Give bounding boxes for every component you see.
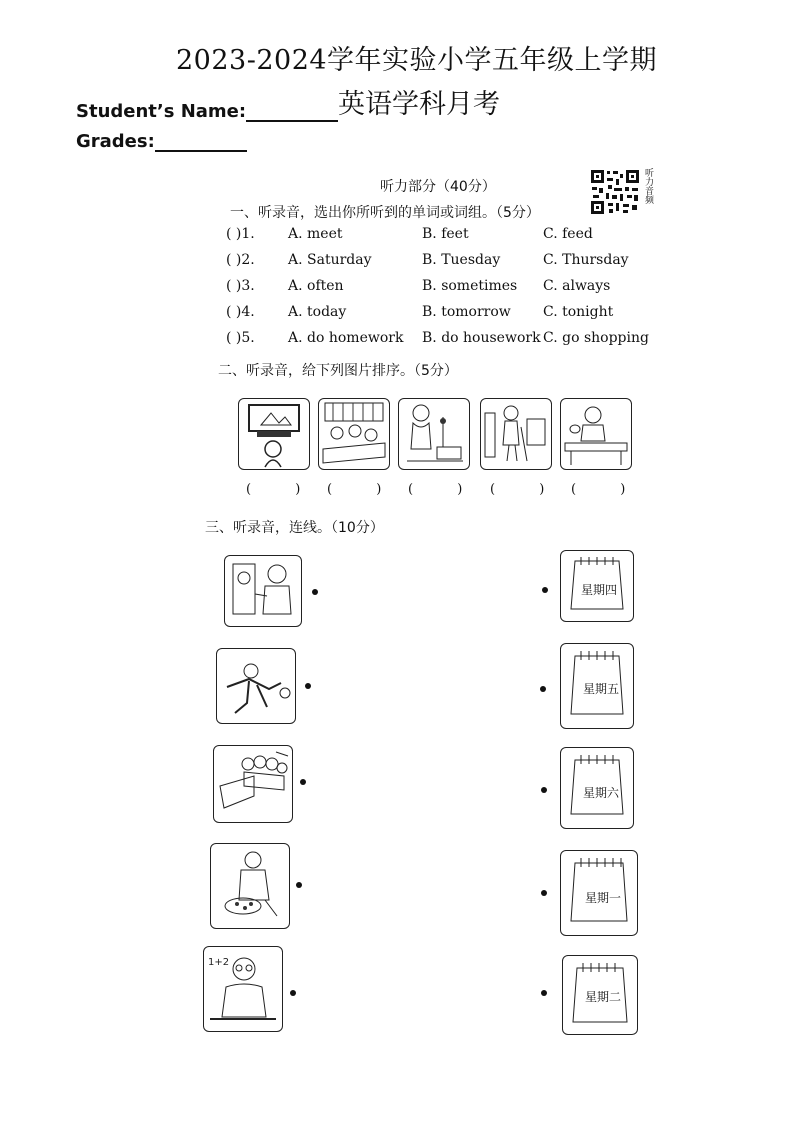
question-2-option-a: A. Saturday: [288, 252, 372, 268]
match-dot-left-4[interactable]: [296, 882, 302, 888]
order-blank-4[interactable]: ( ): [490, 482, 565, 497]
student-name-row: [76, 101, 338, 122]
question-4: [226, 304, 666, 330]
order-blank-1[interactable]: ( ): [246, 482, 321, 497]
part1-questions: [226, 226, 666, 356]
question-4-number[interactable]: ( )4.: [226, 304, 255, 320]
picture-classroom: [318, 398, 390, 470]
question-5-option-c: C. go shopping: [543, 330, 649, 346]
match-dot-right-4[interactable]: [541, 890, 547, 896]
match-picture-football: [216, 648, 296, 724]
student-name-blank[interactable]: [246, 102, 338, 122]
question-2-option-b: B. Tuesday: [422, 252, 501, 268]
picture-ping-pong: [560, 398, 632, 470]
calendar-1: [560, 550, 634, 622]
question-3: [226, 278, 666, 304]
question-1-number[interactable]: ( )1.: [226, 226, 255, 242]
match-dot-left-2[interactable]: [305, 683, 311, 689]
qr-caption: 听力音频: [643, 168, 653, 204]
sweeping-icon: [481, 399, 551, 469]
exam-subtitle: 英语学科月考: [338, 89, 500, 120]
qr-code-icon: [590, 169, 640, 215]
calendar-2: [560, 643, 634, 729]
match-dot-left-5[interactable]: [290, 990, 296, 996]
match-dot-right-2[interactable]: [540, 686, 546, 692]
washing-icon: [211, 844, 289, 928]
part2-heading: 二、听录音，给下列图片排序。（5分）: [218, 363, 458, 379]
piano-icon: [214, 746, 292, 822]
teacher-icon: [204, 947, 282, 1031]
question-5-option-a: A. do homework: [288, 330, 404, 346]
match-dot-right-3[interactable]: [541, 787, 547, 793]
question-3-option-a: A. often: [288, 278, 344, 294]
student-name-label: Student’s Name:: [76, 101, 247, 122]
svg-text:1+2: 1+2: [208, 957, 230, 968]
part3-heading: 三、听录音，连线。（10分）: [205, 520, 384, 536]
calendar-5-label: 星期二: [585, 990, 622, 1004]
question-4-option-a: A. today: [288, 304, 347, 320]
question-1-option-a: A. meet: [288, 226, 343, 242]
calendar-4: [560, 850, 638, 936]
part1-heading: 一、听录音，选出你所听到的单词或词组。（5分）: [230, 205, 540, 221]
question-2-number[interactable]: ( )2.: [226, 252, 255, 268]
calendar-1-label: 星期四: [581, 583, 618, 597]
question-4-option-b: B. tomorrow: [422, 304, 511, 320]
picture-watching-tv: [238, 398, 310, 470]
question-2-option-c: C. Thursday: [543, 252, 629, 268]
question-5-option-b: B. do housework: [422, 330, 541, 346]
football-icon: [217, 649, 295, 723]
match-dot-right-5[interactable]: [541, 990, 547, 996]
calendar-3-label: 星期六: [583, 786, 620, 800]
question-2: [226, 252, 666, 278]
calendar-5: [562, 955, 638, 1035]
order-blank-3[interactable]: ( ): [408, 482, 483, 497]
grade-label: Grades:: [76, 131, 155, 152]
tv-icon: [239, 399, 309, 469]
order-blank-2[interactable]: ( ): [327, 482, 402, 497]
match-picture-piano: [213, 745, 293, 823]
order-blank-5[interactable]: ( ): [571, 482, 646, 497]
exam-title: 2023-2024学年实验小学五年级上学期: [176, 45, 658, 76]
question-1: [226, 226, 666, 252]
question-5-number[interactable]: ( )5.: [226, 330, 255, 346]
classroom-icon: [319, 399, 389, 469]
qr-code[interactable]: [590, 169, 640, 215]
match-picture-teacher: [203, 946, 283, 1032]
picture-science: [398, 398, 470, 470]
painting-icon: [225, 556, 301, 626]
match-picture-painting: [224, 555, 302, 627]
match-dot-right-1[interactable]: [542, 587, 548, 593]
question-3-option-b: B. sometimes: [422, 278, 518, 294]
match-dot-left-3[interactable]: [300, 779, 306, 785]
science-icon: [399, 399, 469, 469]
grade-row: [76, 131, 247, 152]
calendar-4-label: 星期一: [585, 891, 622, 905]
question-1-option-c: C. feed: [543, 226, 593, 242]
question-3-option-c: C. always: [543, 278, 611, 294]
question-4-option-c: C. tonight: [543, 304, 614, 320]
grade-blank[interactable]: [155, 132, 247, 152]
question-5: [226, 330, 666, 356]
match-picture-washing: [210, 843, 290, 929]
listening-heading: 听力部分（40分）: [380, 179, 496, 195]
calendar-3: [560, 747, 634, 829]
ping-pong-icon: [561, 399, 631, 469]
question-3-number[interactable]: ( )3.: [226, 278, 255, 294]
picture-sweeping: [480, 398, 552, 470]
question-1-option-b: B. feet: [422, 226, 469, 242]
match-dot-left-1[interactable]: [312, 589, 318, 595]
calendar-2-label: 星期五: [583, 682, 620, 696]
